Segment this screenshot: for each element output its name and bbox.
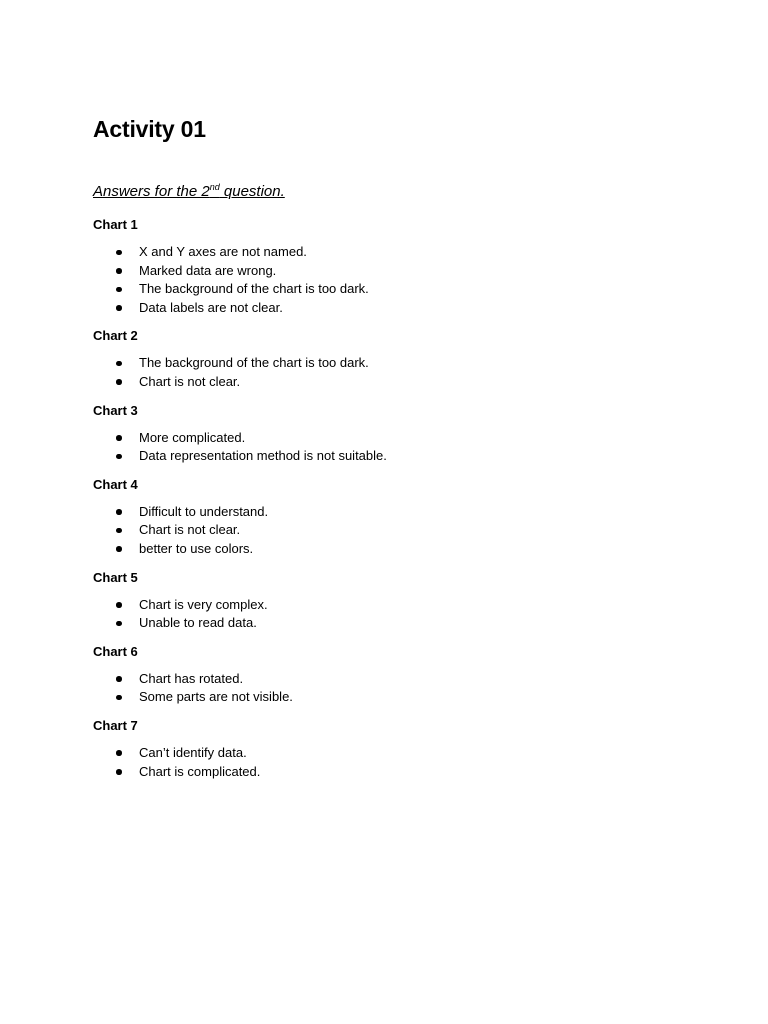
chart-section-3 [93,401,693,466]
list-item [93,521,693,540]
list-item [93,614,693,633]
list-item-text: Unable to read data. [139,615,257,631]
chart-heading-2: Chart 2 [93,328,138,344]
list-item [93,280,693,299]
answer-sections [93,215,693,790]
list-item-text: Data labels are not clear. [139,299,283,315]
bullet-icon [116,361,122,367]
list-item [93,670,693,689]
list-item [93,354,693,373]
bullet-list-4 [93,503,693,559]
bullet-list-3 [93,429,693,466]
bullet-list-2 [93,354,693,391]
list-item [93,243,693,262]
bullet-list-5 [93,596,693,633]
bullet-icon [116,769,122,775]
bullet-icon [116,250,122,256]
list-item-text: Chart has rotated. [139,670,244,686]
bullet-icon [116,621,122,627]
question-subtitle [93,183,285,200]
bullet-icon [116,509,122,515]
bullet-icon [116,268,122,274]
list-item-text: Some parts are not visible. [139,689,293,705]
list-item-text: better to use colors. [139,540,254,556]
bullet-icon [116,546,122,552]
list-item-text: Difficult to understand. [139,503,269,519]
bullet-list-7 [93,744,693,781]
list-item [93,688,693,707]
chart-section-6 [93,642,693,707]
chart-heading-5: Chart 5 [93,569,138,585]
list-item-text: Chart is complicated. [139,763,261,779]
list-item-text: The background of the chart is too dark. [139,355,369,371]
subtitle-superscript: nd [209,182,220,192]
chart-heading-4: Chart 4 [93,476,138,492]
chart-section-2 [93,326,693,391]
bullet-icon [116,435,122,441]
chart-heading-6: Chart 6 [93,643,138,659]
bullet-icon [116,305,122,311]
bullet-icon [116,379,122,385]
bullet-list-1 [93,243,693,317]
list-item-text: Can’t identify data. [139,744,247,760]
list-item-text: Chart is very complex. [139,596,268,612]
page-title: Activity 01 [93,116,206,142]
list-item [93,299,693,318]
chart-section-4 [93,475,693,559]
list-item-text: The background of the chart is too dark. [139,281,369,297]
list-item [93,429,693,448]
subtitle-text-end: question. [219,183,285,200]
chart-heading-1: Chart 1 [93,217,138,232]
bullet-icon [116,695,122,701]
chart-section-5 [93,568,693,633]
list-item-text: Data representation method is not suitable. [139,448,387,464]
bullet-list-6 [93,670,693,707]
bullet-icon [116,454,122,460]
list-item [93,763,693,782]
list-item [93,540,693,559]
list-item [93,503,693,522]
bullet-icon [116,602,122,608]
list-item [93,744,693,763]
list-item-text: More complicated. [139,429,246,445]
list-item-text: Marked data are wrong. [139,262,277,278]
chart-heading-3: Chart 3 [93,402,138,418]
subtitle-text-start: Answers for the 2 [93,183,210,200]
list-item-text: Chart is not clear. [139,373,241,389]
list-item [93,596,693,615]
chart-section-1 [93,215,693,317]
bullet-icon [116,676,122,682]
bullet-icon [116,528,122,534]
list-item-text: Chart is not clear. [139,522,241,538]
list-item [93,262,693,281]
list-item [93,373,693,392]
chart-section-7 [93,716,693,781]
bullet-icon [116,750,122,756]
list-item [93,447,693,466]
chart-heading-7: Chart 7 [93,717,138,733]
bullet-icon [116,287,122,293]
list-item-text: X and Y axes are not named. [139,244,307,259]
